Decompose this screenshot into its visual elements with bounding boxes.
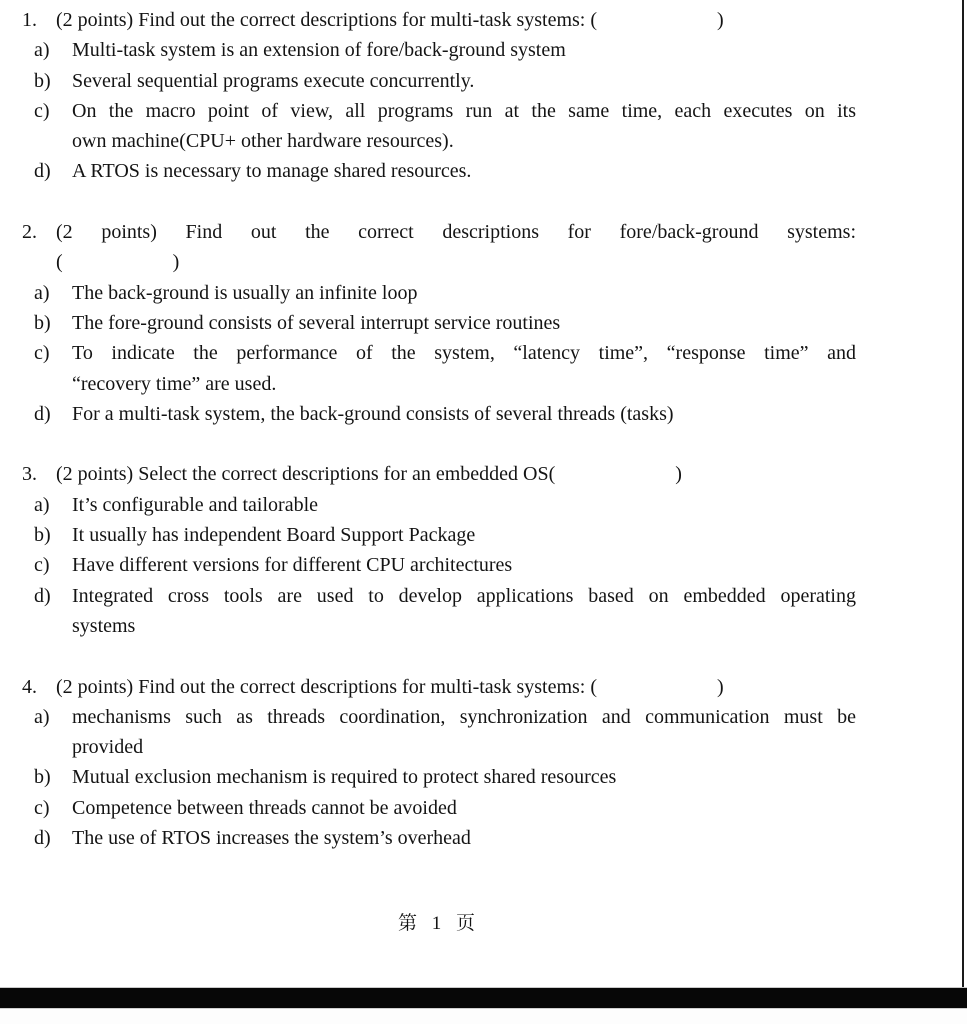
option-text [72, 490, 856, 520]
question-3-title [56, 459, 856, 489]
option-text [72, 308, 856, 338]
question-4-title [56, 672, 856, 702]
option-text-line: Competence between threads cannot be avoided [72, 796, 457, 819]
question-1-option-b [22, 66, 856, 96]
option-text [72, 399, 856, 429]
question-1-option-a [22, 35, 856, 65]
option-letter: c) [34, 342, 50, 365]
option-letter: a) [34, 493, 50, 516]
option-letter: b) [34, 524, 51, 547]
question-1-header [22, 5, 856, 35]
question-1-option-d [22, 156, 856, 186]
option-letter: a) [34, 281, 50, 304]
option-text [72, 96, 856, 157]
option-text-line: own machine(CPU+ other hardware resources). [72, 130, 454, 153]
option-text-line: “recovery time” are used. [72, 372, 277, 395]
option-text-line: It’s configurable and tailorable [72, 493, 319, 516]
bottom-black-bar [0, 987, 967, 1009]
question-2-title-line: (2 points) Find out the correct descriptions for fore/back-ground systems: [56, 221, 856, 244]
option-text [72, 550, 856, 580]
option-text-line: To indicate the performance of the system, “latency time”, “response time” and [72, 342, 856, 365]
option-text-line: Have different versions for different CPU architectures [72, 554, 513, 577]
option-text-line: The use of RTOS increases the system’s overhead [72, 827, 471, 850]
option-text [72, 823, 856, 853]
option-letter: a) [34, 705, 50, 728]
option-text [72, 581, 856, 642]
question-2-number: 2. [22, 221, 37, 244]
option-text-line: provided [72, 736, 144, 759]
bottom-margin-strip [0, 1009, 967, 1024]
option-text-line: Integrated cross tools are used to develop applications based on embedded operating [72, 584, 856, 607]
question-1 [22, 5, 856, 187]
option-text-line: The fore-ground consists of several interrupt service routines [72, 311, 561, 334]
question-2-option-a [22, 278, 856, 308]
option-text-line: Mutual exclusion mechanism is required to protect shared resources [72, 766, 617, 789]
option-text-line: The back-ground is usually an infinite loop [72, 281, 418, 304]
question-2-option-c [22, 338, 856, 399]
option-text [72, 793, 856, 823]
question-2-header [22, 217, 856, 278]
option-text [72, 702, 856, 763]
option-letter: a) [34, 39, 50, 62]
question-4-number: 4. [22, 675, 37, 698]
question-4-title-line: (2 points) Find out the correct descriptions for multi-task systems: ( ) [56, 675, 724, 698]
option-text [72, 278, 856, 308]
question-2-title [56, 217, 856, 278]
question-4-option-a [22, 702, 856, 763]
question-4-header [22, 672, 856, 702]
question-3 [22, 459, 856, 641]
question-1-option-c [22, 96, 856, 157]
question-4-option-b [22, 762, 856, 792]
option-text [72, 520, 856, 550]
option-text-line: Several sequential programs execute concurrently. [72, 69, 475, 92]
question-3-option-c [22, 550, 856, 580]
question-3-header [22, 459, 856, 489]
option-letter: c) [34, 99, 50, 122]
question-3-option-a [22, 490, 856, 520]
option-text-line: systems [72, 614, 136, 637]
option-text-line: mechanisms such as threads coordination, synchronization and communication must be [72, 705, 856, 728]
question-3-option-b [22, 520, 856, 550]
option-letter: b) [34, 766, 51, 789]
question-1-title-line: (2 points) Find out the correct descriptions for multi-task systems: ( ) [56, 9, 724, 31]
question-2-option-d [22, 399, 856, 429]
option-text [72, 338, 856, 399]
question-1-title [56, 5, 856, 35]
question-4 [22, 672, 856, 854]
option-text-line: On the macro point of view, all programs run at the same time, each executes on its [72, 99, 856, 122]
question-2-option-b [22, 308, 856, 338]
option-text [72, 156, 856, 186]
option-text-line: Multi-task system is an extension of fore/back-ground system [72, 39, 566, 62]
page-footer: 第 1 页 [397, 913, 480, 935]
option-text-line: For a multi-task system, the back-ground consists of several threads (tasks) [72, 402, 674, 425]
question-2-title-line: ( ) [56, 251, 180, 274]
option-letter: b) [34, 69, 51, 92]
option-text-line: A RTOS is necessary to manage shared resources. [72, 160, 472, 183]
question-3-option-d [22, 581, 856, 642]
page-right-border-line [962, 0, 964, 988]
option-text [72, 66, 856, 96]
option-letter: c) [34, 554, 50, 577]
question-2 [22, 217, 856, 429]
option-text [72, 35, 856, 65]
option-letter: d) [34, 402, 51, 425]
question-4-option-d [22, 823, 856, 853]
option-text-line: It usually has independent Board Support Package [72, 524, 476, 547]
option-letter: d) [34, 160, 51, 183]
option-text [72, 762, 856, 792]
question-1-number: 1. [22, 9, 37, 31]
question-3-title-line: (2 points) Select the correct descriptions for an embedded OS( ) [56, 463, 682, 486]
option-letter: b) [34, 311, 51, 334]
question-4-option-c [22, 793, 856, 823]
exam-page-content [22, 5, 856, 940]
question-3-number: 3. [22, 463, 37, 486]
option-letter: c) [34, 796, 50, 819]
option-letter: d) [34, 827, 51, 850]
option-letter: d) [34, 584, 51, 607]
